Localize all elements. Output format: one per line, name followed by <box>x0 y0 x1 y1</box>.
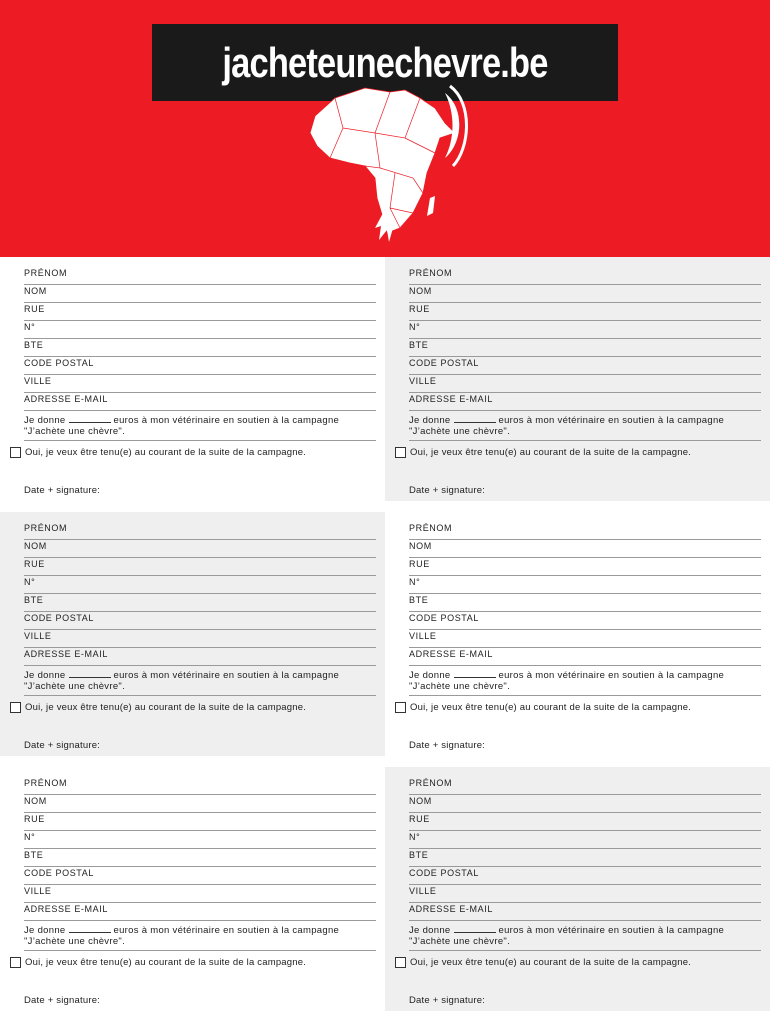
amount-blank[interactable] <box>69 925 111 933</box>
donation-prefix: Je donne <box>24 925 66 936</box>
donation-text <box>409 925 761 951</box>
pledge-card <box>0 257 385 501</box>
signature-label[interactable]: Date + signature: <box>24 995 101 1006</box>
donation-suffix: euros à mon vétérinaire en soutien à la campagne <box>113 925 340 936</box>
field-label[interactable]: CODE POSTAL <box>24 357 376 375</box>
donation-prefix: Je donne <box>24 670 66 681</box>
field-label[interactable]: VILLE <box>409 630 761 648</box>
field-label[interactable]: RUE <box>409 558 761 576</box>
field-label[interactable]: ADRESSE E-MAIL <box>24 648 376 666</box>
donation-text <box>24 415 376 441</box>
field-label[interactable]: N° <box>409 321 761 339</box>
field-label[interactable]: NOM <box>409 795 761 813</box>
donation-text <box>24 925 376 951</box>
field-label[interactable]: CODE POSTAL <box>409 357 761 375</box>
field-label[interactable]: ADRESSE E-MAIL <box>409 648 761 666</box>
donation-suffix: euros à mon vétérinaire en soutien à la campagne <box>113 415 340 426</box>
field-label[interactable]: ADRESSE E-MAIL <box>409 903 761 921</box>
consent-label: Oui, je veux être tenu(e) au courant de la suite de la campagne. <box>410 447 692 458</box>
consent-checkbox[interactable] <box>395 957 406 968</box>
field-label[interactable]: PRÉNOM <box>409 522 761 540</box>
header-banner <box>0 0 770 257</box>
field-label[interactable]: NOM <box>24 795 376 813</box>
donation-text <box>24 670 376 696</box>
amount-blank[interactable] <box>454 670 496 678</box>
donation-prefix: Je donne <box>409 415 451 426</box>
consent-row <box>10 447 380 458</box>
field-label[interactable]: RUE <box>24 303 376 321</box>
donation-text <box>409 415 761 441</box>
field-label[interactable]: NOM <box>24 285 376 303</box>
consent-row <box>395 447 765 458</box>
signature-label[interactable]: Date + signature: <box>409 485 486 496</box>
donation-prefix: Je donne <box>409 925 451 936</box>
donation-suffix: euros à mon vétérinaire en soutien à la campagne <box>498 670 725 681</box>
field-label[interactable]: ADRESSE E-MAIL <box>24 393 376 411</box>
donation-campaign: "J’achète une chèvre". <box>409 936 511 947</box>
field-label[interactable]: VILLE <box>409 885 761 903</box>
amount-blank[interactable] <box>69 415 111 423</box>
consent-label: Oui, je veux être tenu(e) au courant de la suite de la campagne. <box>410 702 692 713</box>
pledge-card <box>0 512 385 756</box>
pledge-card <box>385 767 770 1011</box>
donation-suffix: euros à mon vétérinaire en soutien à la campagne <box>498 415 725 426</box>
signature-label[interactable]: Date + signature: <box>409 995 486 1006</box>
field-label[interactable]: BTE <box>409 339 761 357</box>
pledge-card <box>0 767 385 1011</box>
logo-text: jacheteunechevre.be <box>222 38 548 86</box>
field-label[interactable]: VILLE <box>24 885 376 903</box>
signature-label[interactable]: Date + signature: <box>24 740 101 751</box>
consent-checkbox[interactable] <box>10 957 21 968</box>
field-label[interactable]: PRÉNOM <box>24 777 376 795</box>
field-label[interactable]: RUE <box>409 813 761 831</box>
donation-suffix: euros à mon vétérinaire en soutien à la campagne <box>498 925 725 936</box>
field-label[interactable]: PRÉNOM <box>409 267 761 285</box>
consent-label: Oui, je veux être tenu(e) au courant de la suite de la campagne. <box>25 957 307 968</box>
field-label[interactable]: BTE <box>24 339 376 357</box>
consent-row <box>10 702 380 713</box>
field-label[interactable]: CODE POSTAL <box>409 867 761 885</box>
field-label[interactable]: NOM <box>24 540 376 558</box>
consent-label: Oui, je veux être tenu(e) au courant de la suite de la campagne. <box>25 447 307 458</box>
field-label[interactable]: ADRESSE E-MAIL <box>24 903 376 921</box>
signature-label[interactable]: Date + signature: <box>409 740 486 751</box>
consent-checkbox[interactable] <box>395 702 406 713</box>
consent-row <box>10 957 380 968</box>
field-label[interactable]: RUE <box>409 303 761 321</box>
field-label[interactable]: NOM <box>409 285 761 303</box>
consent-label: Oui, je veux être tenu(e) au courant de la suite de la campagne. <box>410 957 692 968</box>
field-label[interactable]: PRÉNOM <box>24 522 376 540</box>
signature-label[interactable]: Date + signature: <box>24 485 101 496</box>
donation-campaign: "J’achète une chèvre". <box>24 681 126 692</box>
field-label[interactable]: VILLE <box>24 630 376 648</box>
pledge-card <box>385 257 770 501</box>
field-label[interactable]: BTE <box>24 594 376 612</box>
consent-row <box>395 702 765 713</box>
field-label[interactable]: BTE <box>24 849 376 867</box>
field-label[interactable]: PRÉNOM <box>24 267 376 285</box>
donation-prefix: Je donne <box>409 670 451 681</box>
field-label[interactable]: N° <box>409 831 761 849</box>
field-label[interactable]: NOM <box>409 540 761 558</box>
amount-blank[interactable] <box>454 415 496 423</box>
field-label[interactable]: VILLE <box>409 375 761 393</box>
field-label[interactable]: CODE POSTAL <box>24 612 376 630</box>
amount-blank[interactable] <box>69 670 111 678</box>
field-label[interactable]: CODE POSTAL <box>409 612 761 630</box>
pledge-card <box>385 512 770 756</box>
pledge-form-area <box>0 257 770 1024</box>
donation-campaign: "J’achète une chèvre". <box>24 936 126 947</box>
field-label[interactable]: N° <box>409 576 761 594</box>
field-label[interactable]: ADRESSE E-MAIL <box>409 393 761 411</box>
consent-checkbox[interactable] <box>395 447 406 458</box>
consent-checkbox[interactable] <box>10 702 21 713</box>
field-label[interactable]: BTE <box>409 849 761 867</box>
field-label[interactable]: BTE <box>409 594 761 612</box>
field-label[interactable]: VILLE <box>24 375 376 393</box>
field-label[interactable]: RUE <box>24 558 376 576</box>
consent-checkbox[interactable] <box>10 447 21 458</box>
donation-campaign: "J’achète une chèvre". <box>409 681 511 692</box>
donation-suffix: euros à mon vétérinaire en soutien à la campagne <box>113 670 340 681</box>
field-label[interactable]: PRÉNOM <box>409 777 761 795</box>
field-label[interactable]: RUE <box>24 813 376 831</box>
field-label[interactable]: N° <box>24 831 376 849</box>
field-label[interactable]: N° <box>24 321 376 339</box>
africa-goat-icon <box>295 78 485 248</box>
donation-campaign: "J’achète une chèvre". <box>409 426 511 437</box>
consent-label: Oui, je veux être tenu(e) au courant de la suite de la campagne. <box>25 702 307 713</box>
field-label[interactable]: CODE POSTAL <box>24 867 376 885</box>
amount-blank[interactable] <box>454 925 496 933</box>
consent-row <box>395 957 765 968</box>
donation-text <box>409 670 761 696</box>
donation-prefix: Je donne <box>24 415 66 426</box>
donation-campaign: "J’achète une chèvre". <box>24 426 126 437</box>
field-label[interactable]: N° <box>24 576 376 594</box>
